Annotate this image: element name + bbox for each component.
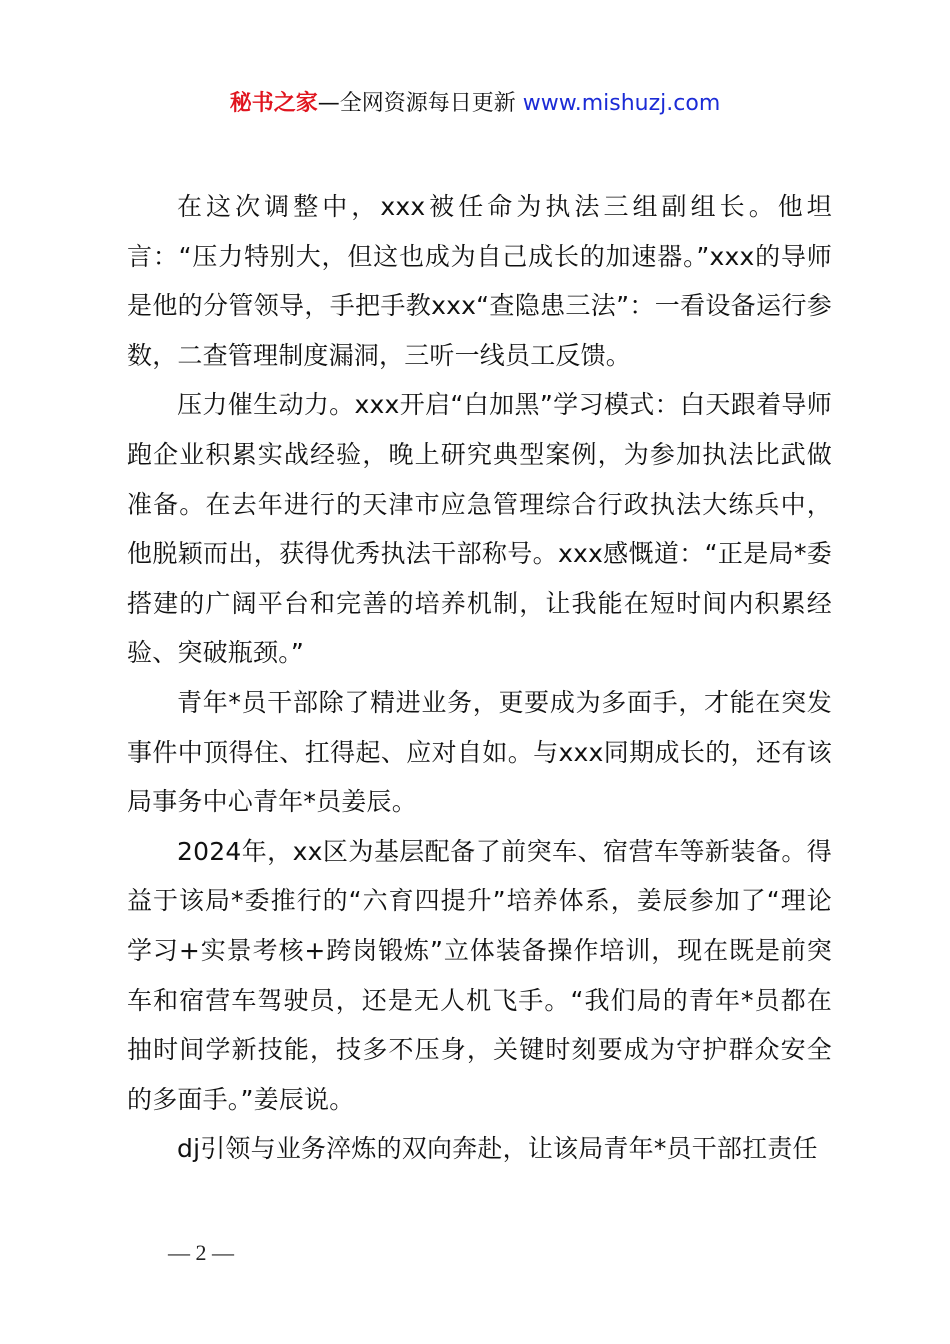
- site-header: [0, 86, 950, 122]
- paragraph: 青年*员干部除了精进业务，更要成为多面手，才能在突发事件中顶得住、扛得起、应对自如。与xxx同期成长的，还有该局事务中心青年*员姜辰。: [127, 687, 832, 817]
- paragraph: 在这次调整中，xxx被任命为执法三组副组长。他坦言：“压力特别大，但这也成为自己成长的加速器。”xxx的导师是他的分管领导，手把手教xxx“查隐患三法”：一看设备运行参数，二查管理制度漏洞，三听一线员工反馈。: [127, 192, 832, 370]
- paragraph: 压力催生动力。xxx开启“白加黑”学习模式：白天跟着导师跑企业积累实战经验，晚上研究典型案例，为参加执法比武做准备。在去年进行的天津市应急管理综合行政执法大练兵中，他脱颖而出，获得优秀执法干部称号。xxx感慨道：“正是局*委搭建的广阔平台和完善的培养机制，让我能在短时间内积累经验、突破瓶颈。”: [127, 390, 832, 668]
- page-number: — 2 —: [168, 1240, 234, 1265]
- brand-name: 秘书之家: [229, 91, 318, 116]
- site-url[interactable]: www.mishuzj.com: [522, 91, 721, 116]
- header-tagline: —全网资源每日更新: [317, 91, 516, 116]
- paragraph: 2024年，xx区为基层配备了前突车、宿营车等新装备。得益于该局*委推行的“六育四提升”培养体系，姜辰参加了“理论学习+实景考核+跨岗锻炼”立体装备操作培训，现在既是前突车和宿营车驾驶员，还是无人机飞手。“我们局的青年*员都在抽时间学新技能，技多不压身，关键时刻要成为守护群众安全的多面手。”姜辰说。: [127, 836, 832, 1114]
- paragraph: dj引领与业务淬炼的双向奔赴，让该局青年*员干部扛责任: [177, 1134, 818, 1164]
- document-body: [127, 182, 832, 1174]
